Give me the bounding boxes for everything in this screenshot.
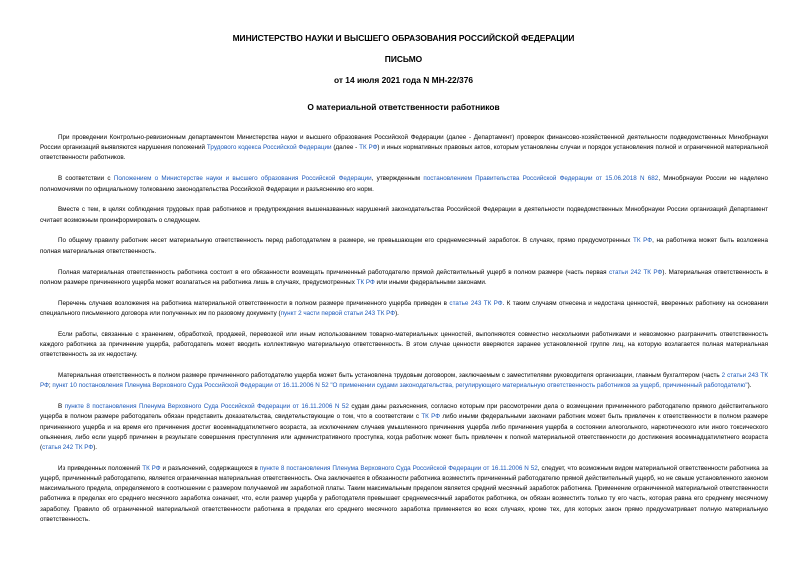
paragraph [40, 174, 768, 194]
document-link[interactable]: Положением о Министерстве науки и высшего образования Российской Федерации [113, 175, 372, 183]
paragraph-text: В [58, 403, 65, 411]
document-link[interactable]: пункт 2 части первой статьи 243 ТК РФ [280, 309, 396, 317]
document-link[interactable]: пункте 8 постановления Пленума Верховного Суда Российской Федерации от 16.11.2006 N 52 [64, 403, 349, 411]
paragraph-text: . К таким случаям отнесена и недостача ценностей, вверенных работнику на основании специального письменного договора или полученных им по разовому документу ( [40, 299, 768, 317]
document-link[interactable]: пункт 10 постановления Пленума Верховного Суда Российской Федерации от 16.11.2006 N 52 "О применении судами законодательства, регулирующего материальную ответственность работников за ущерб, причиненный работодателю" [52, 382, 748, 390]
document-link[interactable]: статья 242 ТК РФ [42, 443, 94, 451]
document-link[interactable]: Трудового кодекса Российской Федерации [206, 144, 332, 152]
paragraph-text: , Минобрнауки России не наделено полномочиями по официальному толкованию законодательства Российской Федерации и разъяснению его норм. [40, 175, 768, 193]
paragraph-text: ) и иных нормативных правовых актов, которым установлены случаи и порядок установления полной и ограниченной материальной ответственности работников. [40, 144, 768, 162]
paragraph [40, 330, 768, 361]
paragraph [40, 236, 768, 256]
paragraph-text: судам даны разъяснения, согласно которым при рассмотрении дела о возмещении причиненного работодателю прямого действительного ущерба в полном размере работодатель обязан представить доказательства, свидетельствующие о том, что в соответствии с [40, 403, 768, 421]
paragraph-text: или иными федеральными законами. [374, 278, 487, 286]
document-link[interactable]: ТК РФ [142, 464, 161, 472]
paragraph-text: , на работника может быть возложена полная материальная ответственность. [40, 237, 768, 255]
paragraph [40, 205, 768, 225]
document-link[interactable]: ТК РФ [633, 237, 653, 245]
paragraph-text: Полная материальная ответственность работника состоит в его обязанности возмещать причиненный работодателю прямой действительный ущерб в полном размере (часть первая [58, 268, 610, 276]
document-link[interactable]: статьи 242 ТК РФ [609, 268, 663, 276]
paragraph-text: Из приведенных положений [58, 464, 143, 472]
document-link[interactable]: ТК РФ [421, 413, 441, 421]
paragraph-text: Перечень случаев возложения на работника материальной ответственности в полном размере причиненного ущерба приведен в [58, 299, 450, 307]
paragraph-text: и разъяснений, содержащихся в [160, 464, 260, 472]
paragraph [40, 371, 768, 391]
paragraph-text: В соответствии с [58, 175, 114, 183]
paragraph-text: либо иными федеральными законами работник может быть привлечен к ответственности в полном размере причиненного ущерба и на время его причинения достиг восемнадцатилетнего возраста, за исключением случаев умышленного причинения ущерба либо причинения ущерба в состоянии алкогольного, наркотического или иного токсического опьянения, либо если ущерб причинен в результате совершения преступления или административного проступка, когда работник может быть привлечен к полной материальной ответственности до достижения восемнадцатилетнего возраста ( [40, 413, 768, 451]
paragraph [40, 464, 768, 525]
paragraph-text: (далее - [331, 144, 360, 152]
paragraph-text: Если работы, связанные с хранением, обработкой, продажей, перевозкой или иным использованием товарно-материальных ценностей, выполняются совместно несколькими работниками и невозможно разграничить ответственность каждого работника за причинение ущерба, работодатель может вводить коллективную материальную ответственность. В этом случае ценности вверяются заранее установленной группе лиц, на которую возлагается полная материальная ответственность за их недостачу. [40, 330, 768, 359]
ministry-heading: МИНИСТЕРСТВО НАУКИ И ВЫСШЕГО ОБРАЗОВАНИЯ РОССИЙСКОЙ ФЕДЕРАЦИИ [232, 33, 575, 43]
document-link[interactable]: пункте 8 постановления Пленума Верховного Суда Российской Федерации от 16.11.2006 N 52 [259, 464, 538, 472]
document-link[interactable]: постановлением Правительства Российской Федерации от 15.06.2018 N 682 [423, 175, 659, 183]
paragraph [40, 402, 768, 453]
paragraph-text: Материальная ответственность в полном размере причиненного работодателю ущерба может быть установлена трудовым договором, заключаемым с заместителями руководителя организации, главным бухгалтером (часть [58, 372, 722, 380]
paragraph-text: , следует, что возможным видом материальной ответственности работника за ущерб, причиненный работодателю, является ограниченная материальная ответственность. Она заключается в обязанности работника возместить причиненный работодателю прямой действительный ущерб, но не свыше установленного законом максимального предела, определяемого в соотношении с размером получаемой им заработной платы. Таким максимальным пределом является средний месячный заработок работника. Применение ограниченной материальной ответственности работника в пределах его среднего месячного заработка означает, что, если размер ущерба у работодателя превышает среднемесячный заработок работника, он обязан возместить только ту его часть, которая равна его среднему месячному заработку. Правило об ограниченной материальной ответственности работника в пределах его среднего месячного заработка применяется во всех случаях, кроме тех, для которых закон прямо предусматривает полную материальную ответственность. [40, 464, 768, 523]
document-link[interactable]: ТК РФ [356, 278, 375, 286]
paragraph [40, 268, 768, 288]
document-link[interactable]: ТК РФ [359, 144, 378, 152]
document-body [40, 133, 768, 536]
document-subject: О материальной ответственности работников [307, 102, 500, 112]
paragraph-text: ). [93, 443, 98, 451]
paragraph-text: Вместе с тем, в целях соблюдения трудовых прав работников и предупреждения вышеназванных нарушений законодательства Российской Федерации в деятельности подведомственных Минобрнауки России организаций Департамент считает возможным проинформировать о следующем. [40, 206, 768, 224]
document-link[interactable]: 2 статьи 243 ТК РФ [40, 372, 768, 390]
document-date-number: от 14 июля 2021 года N МН-22/376 [333, 75, 474, 85]
paragraph-text: При проведении Контрольно-ревизионным департаментом Министерства науки и высшего образования Российской Федерации (далее - Департамент) проверок финансово-хозяйственной деятельности подведомственных Минобрнауки России организаций выявляются нарушения положений [40, 134, 768, 152]
paragraph-text: По общему правилу работник несет материальную ответственность перед работодателем в размере, не превышающем его среднемесячный заработок. В случаях, прямо предусмотренных [58, 237, 634, 245]
paragraph-text: ; [48, 382, 53, 390]
paragraph [40, 299, 768, 319]
document-link[interactable]: статье 243 ТК РФ [449, 299, 503, 307]
paragraph-text: ). [395, 309, 399, 317]
paragraph-text: , утвержденным [371, 175, 424, 183]
paragraph [40, 133, 768, 164]
paragraph-text: ). Материальная ответственность в полном размере причиненного ущерба может возлагаться на работника лишь в случаях, предусмотренных [40, 268, 768, 286]
document-type: ПИСЬМО [384, 54, 423, 64]
paragraph-text: ). [747, 382, 752, 390]
